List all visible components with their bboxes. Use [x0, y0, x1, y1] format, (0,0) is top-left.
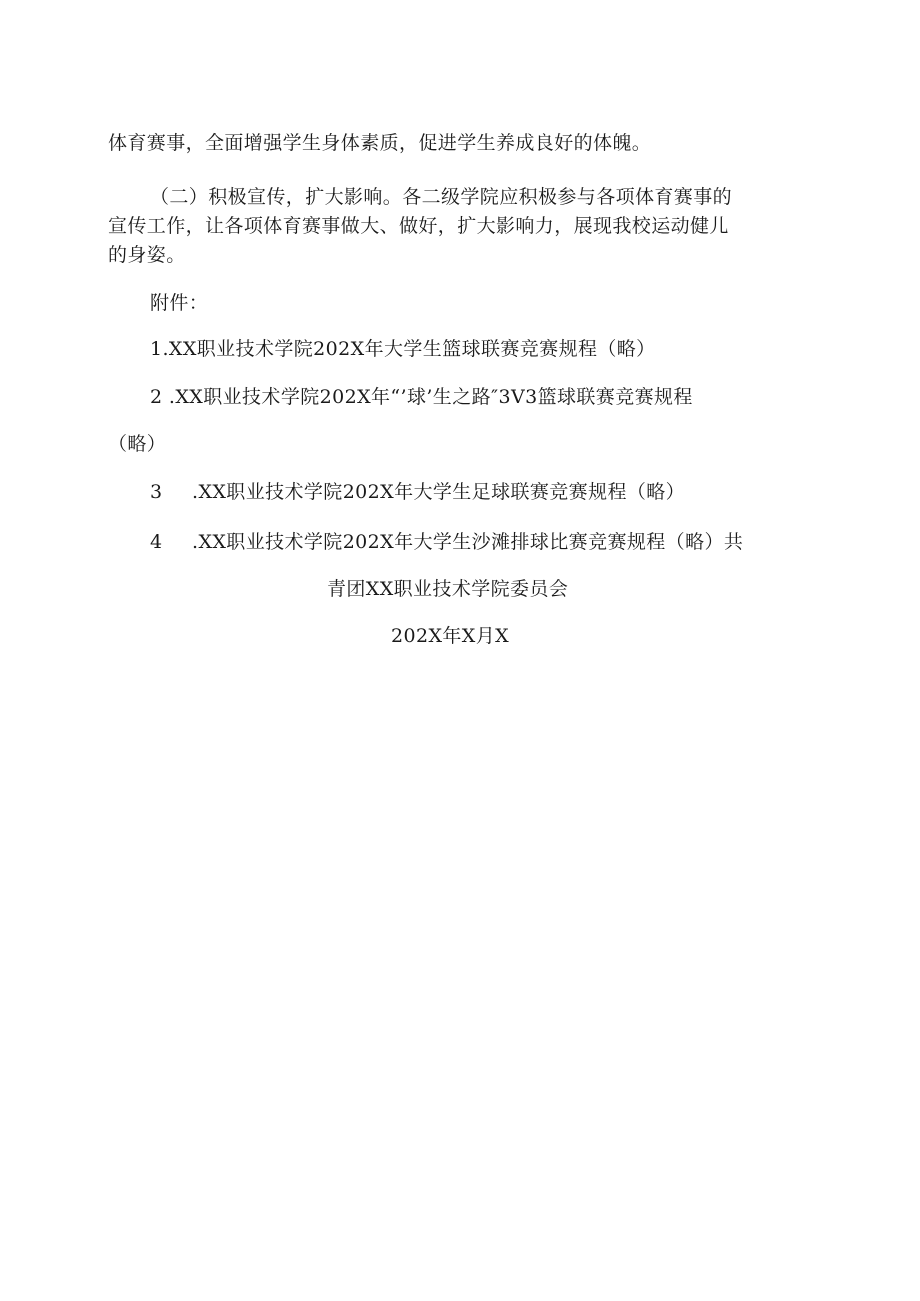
section-two-line-3: 的身姿。: [108, 244, 186, 266]
paragraph-continuation: 体育赛事，全面增强学生身体素质，促进学生养成良好的体魄。: [108, 132, 652, 154]
attachment-item-2: 2 .XX职业技术学院202X年“’球’生之路″3V3篮球联赛竞赛规程: [150, 386, 693, 408]
attachment-item-1: 1.XX职业技术学院202X年大学生篮球联赛竞赛规程（略）: [150, 338, 656, 360]
signature-date: 202X年X月X: [391, 625, 510, 647]
attachment-item-4-number: 4: [150, 531, 163, 553]
signature-organization: 青团XX职业技术学院委员会: [327, 578, 569, 600]
section-two-line-1: （二）积极宣传，扩大影响。各二级学院应积极参与各项体育赛事的: [150, 186, 733, 208]
attachment-item-3-number: 3: [150, 481, 163, 503]
attachments-label: 附件：: [150, 292, 209, 314]
section-two-line-2: 宣传工作，让各项体育赛事做大、做好，扩大影响力，展现我校运动健儿: [108, 215, 729, 237]
attachment-item-3: .XX职业技术学院202X年大学生足球联赛竞赛规程（略）: [192, 481, 686, 503]
attachment-item-2-continuation: （略）: [108, 433, 167, 455]
attachment-item-4: .XX职业技术学院202X年大学生沙滩排球比赛竞赛规程（略）共: [192, 531, 744, 553]
